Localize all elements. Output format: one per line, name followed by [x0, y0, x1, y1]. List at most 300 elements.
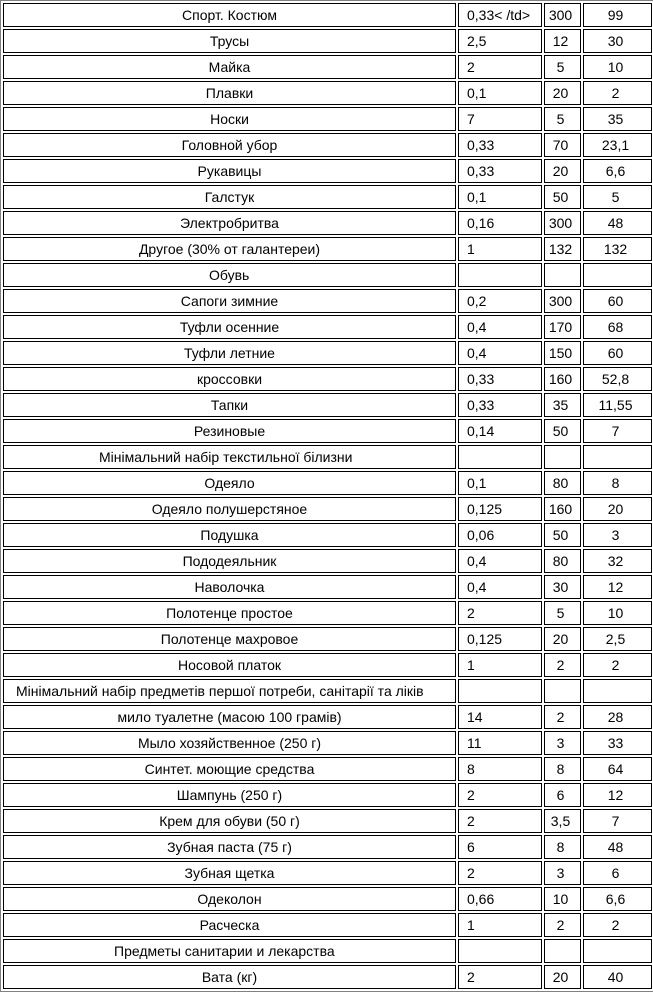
quantity-cell-text: 8: [467, 761, 475, 777]
total-cell-text: 3: [611, 527, 620, 543]
table-row: [3, 133, 652, 157]
item-name: [3, 471, 456, 495]
quantity-cell: [458, 367, 542, 391]
quantity-cell: [458, 419, 542, 443]
price-cell: [544, 471, 581, 495]
price-cell-text: 30: [552, 579, 569, 595]
price-cell: [544, 575, 581, 599]
quantity-cell: [458, 523, 542, 547]
item-name: [3, 419, 456, 443]
item-name: [3, 367, 456, 391]
quantity-cell: [458, 289, 542, 313]
total-cell: [583, 315, 652, 339]
price-cell: [544, 497, 581, 521]
quantity-cell: [458, 679, 542, 703]
quantity-cell: [458, 211, 542, 235]
price-cell-text: 12: [552, 33, 569, 49]
quantity-cell: [458, 783, 542, 807]
price-cell-text: 10: [552, 891, 569, 907]
table-row: [3, 731, 652, 755]
price-cell-text: 3: [556, 735, 565, 751]
price-cell-text: 50: [552, 423, 569, 439]
price-cell-text: 20: [552, 85, 569, 101]
quantity-cell-text: 0,4: [467, 319, 487, 335]
quantity-cell-text: 0,125: [467, 631, 503, 647]
quantity-cell-text: 7: [467, 111, 475, 127]
price-cell: [544, 601, 581, 625]
quantity-cell-text: 2: [467, 969, 475, 985]
price-cell-text: 300: [548, 293, 573, 309]
price-cell: [544, 133, 581, 157]
quantity-cell-text: 2: [467, 787, 475, 803]
price-cell: [544, 29, 581, 53]
quantity-cell-text: 1: [467, 917, 475, 933]
quantity-cell: [458, 705, 542, 729]
price-cell-text: 2: [556, 917, 565, 933]
item-name: [3, 523, 456, 547]
total-cell: [583, 731, 652, 755]
item-name: [3, 809, 456, 833]
item-name: [3, 861, 456, 885]
item-name-text: Спорт. Костюм: [182, 7, 277, 23]
total-cell-text: 2,5: [605, 631, 626, 647]
total-cell-text: 7: [611, 423, 620, 439]
total-cell: [583, 861, 652, 885]
item-name-text: Мыло хозяйственное (250 г): [137, 735, 322, 751]
item-name: [3, 393, 456, 417]
price-cell-text: 160: [548, 371, 573, 387]
item-name-text: Туфли осенние: [179, 319, 280, 335]
quantity-cell-text: 0,1: [467, 85, 487, 101]
price-cell: [544, 887, 581, 911]
quantity-cell-text: 0,33< /td>: [467, 7, 531, 23]
price-cell: [544, 757, 581, 781]
price-cell: [544, 783, 581, 807]
price-cell: [544, 315, 581, 339]
total-cell-text: 8: [611, 475, 620, 491]
total-cell-text: 20: [607, 501, 624, 517]
price-cell-text: 160: [548, 501, 573, 517]
total-cell: [583, 445, 652, 469]
item-name: [3, 549, 456, 573]
total-cell-text: 60: [607, 293, 624, 309]
total-cell: [583, 939, 652, 963]
price-cell-text: 300: [548, 215, 573, 231]
total-cell: [583, 523, 652, 547]
item-name-text: Наволочка: [194, 579, 265, 595]
item-name: [3, 731, 456, 755]
price-cell-text: 8: [556, 839, 565, 855]
total-cell-text: 6: [611, 865, 620, 881]
quantity-cell-text: 0,33: [467, 371, 495, 387]
table-row: [3, 367, 652, 391]
item-name: [3, 133, 456, 157]
price-cell: [544, 627, 581, 651]
total-cell-text: 11,55: [598, 397, 633, 413]
total-cell: [583, 133, 652, 157]
total-cell-text: 6,6: [605, 163, 626, 179]
quantity-cell-text: 1: [467, 657, 475, 673]
table-row: [3, 211, 652, 235]
price-cell: [544, 185, 581, 209]
item-name-text: Резиновые: [193, 423, 266, 439]
total-cell: [583, 575, 652, 599]
quantity-cell: [458, 445, 542, 469]
price-cell: [544, 55, 581, 79]
total-cell-text: 2: [611, 917, 620, 933]
total-cell: [583, 601, 652, 625]
total-cell: [583, 237, 652, 261]
total-cell: [583, 497, 652, 521]
item-name-text: Зубная паста (75 г): [167, 839, 292, 855]
item-name-text: Одеяло полушерстяное: [151, 501, 308, 517]
quantity-cell-text: 2: [467, 605, 475, 621]
price-cell-text: 5: [556, 111, 565, 127]
item-name: [3, 575, 456, 599]
item-name: [3, 705, 456, 729]
quantity-cell: [458, 3, 542, 27]
total-cell-text: 40: [607, 969, 624, 985]
expense-table-body: [3, 3, 652, 989]
price-cell: [544, 679, 581, 703]
item-name-text: Носовой платок: [177, 657, 281, 673]
quantity-cell: [458, 887, 542, 911]
quantity-cell-text: 0,125: [467, 501, 503, 517]
quantity-cell: [458, 263, 542, 287]
quantity-cell-text: 6: [467, 839, 475, 855]
price-cell: [544, 731, 581, 755]
quantity-cell: [458, 601, 542, 625]
total-cell: [583, 783, 652, 807]
price-cell: [544, 159, 581, 183]
total-cell-text: 2: [611, 85, 620, 101]
section-header-row: [3, 263, 652, 287]
price-cell-text: 3: [556, 865, 565, 881]
quantity-cell: [458, 81, 542, 105]
total-cell: [583, 211, 652, 235]
total-cell: [583, 107, 652, 131]
quantity-cell: [458, 55, 542, 79]
quantity-cell: [458, 861, 542, 885]
item-name-text: Туфли летние: [184, 345, 275, 361]
item-name: [3, 601, 456, 625]
price-cell-text: 6: [556, 787, 565, 803]
price-cell-text: 170: [548, 319, 573, 335]
total-cell-text: 12: [607, 579, 624, 595]
price-cell-text: 80: [552, 475, 569, 491]
quantity-cell: [458, 965, 542, 989]
quantity-cell: [458, 159, 542, 183]
section-title-text: Мінімальний набір предметів першої потреби, санітарії та ліків: [16, 683, 424, 699]
item-name-text: Полотенце махровое: [160, 631, 299, 647]
quantity-cell: [458, 913, 542, 937]
section-title: [3, 445, 456, 469]
item-name-text: Синтет. моющие средства: [144, 761, 315, 777]
item-name: [3, 887, 456, 911]
table-row: [3, 55, 652, 79]
price-cell: [544, 445, 581, 469]
total-cell-text: 64: [607, 761, 624, 777]
item-name: [3, 211, 456, 235]
table-row: [3, 159, 652, 183]
table-row: [3, 393, 652, 417]
table-row: [3, 29, 652, 53]
total-cell: [583, 757, 652, 781]
price-cell-text: 3,5: [550, 813, 571, 829]
price-cell: [544, 419, 581, 443]
table-row: [3, 627, 652, 651]
price-cell: [544, 523, 581, 547]
total-cell-text: 32: [607, 553, 624, 569]
quantity-cell-text: 0,4: [467, 553, 487, 569]
item-name-text: Одеколон: [197, 891, 262, 907]
total-cell-text: 132: [603, 241, 628, 257]
price-cell: [544, 289, 581, 313]
total-cell: [583, 341, 652, 365]
total-cell: [583, 185, 652, 209]
total-cell: [583, 81, 652, 105]
total-cell-text: 30: [607, 33, 624, 49]
quantity-cell-text: 0,06: [467, 527, 495, 543]
table-row: [3, 887, 652, 911]
price-cell: [544, 263, 581, 287]
table-row: [3, 185, 652, 209]
section-title: [3, 263, 456, 287]
price-cell: [544, 939, 581, 963]
quantity-cell-text: 14: [467, 709, 483, 725]
section-header-row: [3, 679, 652, 703]
item-name-text: Тапки: [210, 397, 249, 413]
price-cell: [544, 835, 581, 859]
quantity-cell-text: 2: [467, 59, 475, 75]
quantity-cell: [458, 393, 542, 417]
total-cell-text: 5: [611, 189, 620, 205]
item-name-text: Трусы: [209, 33, 250, 49]
table-row: [3, 289, 652, 313]
quantity-cell-text: 0,2: [467, 293, 487, 309]
total-cell: [583, 835, 652, 859]
table-row: [3, 809, 652, 833]
price-cell: [544, 549, 581, 573]
table-row: [3, 497, 652, 521]
price-cell: [544, 237, 581, 261]
item-name-text: Головной убор: [181, 137, 278, 153]
item-name-text: кроссовки: [196, 371, 263, 387]
total-cell: [583, 419, 652, 443]
item-name: [3, 965, 456, 989]
item-name-text: Вата (кг): [201, 969, 258, 985]
quantity-cell: [458, 653, 542, 677]
quantity-cell-text: 2: [467, 865, 475, 881]
quantity-cell: [458, 29, 542, 53]
item-name-text: Шампунь (250 г): [176, 787, 283, 803]
quantity-cell: [458, 939, 542, 963]
price-cell: [544, 341, 581, 365]
item-name: [3, 653, 456, 677]
table-row: [3, 757, 652, 781]
item-name: [3, 55, 456, 79]
section-header-row: [3, 445, 652, 469]
quantity-cell: [458, 627, 542, 651]
total-cell: [583, 393, 652, 417]
table-row: [3, 549, 652, 573]
section-header-row: [3, 939, 652, 963]
quantity-cell: [458, 757, 542, 781]
price-cell-text: 150: [548, 345, 573, 361]
total-cell: [583, 809, 652, 833]
item-name-text: Подушка: [200, 527, 259, 543]
total-cell-text: 99: [607, 7, 624, 23]
item-name-text: Пододеяльник: [182, 553, 277, 569]
quantity-cell-text: 0,66: [467, 891, 495, 907]
quantity-cell-text: 2,5: [467, 33, 487, 49]
price-cell-text: 132: [548, 241, 573, 257]
item-name-text: Майка: [208, 59, 251, 75]
quantity-cell-text: 0,33: [467, 163, 495, 179]
price-cell: [544, 81, 581, 105]
item-name: [3, 185, 456, 209]
price-cell: [544, 393, 581, 417]
item-name-text: Другое (30% от галантереи): [138, 241, 321, 257]
price-cell-text: 20: [552, 631, 569, 647]
quantity-cell-text: 0,1: [467, 475, 487, 491]
section-title-text: Предметы санитарии и лекарства: [114, 943, 335, 959]
total-cell: [583, 3, 652, 27]
total-cell: [583, 705, 652, 729]
table-row: [3, 237, 652, 261]
price-cell-text: 20: [552, 969, 569, 985]
total-cell: [583, 471, 652, 495]
item-name-text: Крем для обуви (50 г): [159, 813, 300, 829]
quantity-cell-text: 2: [467, 813, 475, 829]
total-cell-text: 60: [607, 345, 624, 361]
table-row: [3, 523, 652, 547]
item-name-text: Рукавицы: [197, 163, 262, 179]
total-cell: [583, 679, 652, 703]
total-cell-text: 12: [607, 787, 624, 803]
section-title: [3, 679, 456, 703]
item-name: [3, 29, 456, 53]
price-cell: [544, 3, 581, 27]
table-row: [3, 653, 652, 677]
quantity-cell-text: 0,16: [467, 215, 495, 231]
item-name: [3, 237, 456, 261]
total-cell-text: 2: [611, 657, 620, 673]
price-cell: [544, 809, 581, 833]
total-cell: [583, 887, 652, 911]
price-cell-text: 50: [552, 527, 569, 543]
item-name-text: Полотенце простое: [166, 605, 293, 621]
price-cell: [544, 211, 581, 235]
total-cell-text: 28: [607, 709, 624, 725]
price-cell-text: 80: [552, 553, 569, 569]
quantity-cell-text: 11: [467, 735, 482, 751]
price-cell-text: 70: [552, 137, 569, 153]
item-name-text: Галстук: [204, 189, 255, 205]
item-name-text: Плавки: [205, 85, 254, 101]
item-name: [3, 341, 456, 365]
section-title-text: Мінімальний набір текстильної білизни: [99, 449, 353, 465]
item-name-text: Сапоги зимние: [180, 293, 279, 309]
item-name-text: Электробритва: [180, 215, 279, 231]
item-name: [3, 627, 456, 651]
table-row: [3, 3, 652, 27]
item-name: [3, 497, 456, 521]
total-cell-text: 68: [607, 319, 624, 335]
quantity-cell: [458, 835, 542, 859]
price-cell: [544, 107, 581, 131]
item-name-text: Носки: [210, 111, 249, 127]
price-cell-text: 35: [552, 397, 569, 413]
quantity-cell: [458, 341, 542, 365]
table-row: [3, 471, 652, 495]
table-row: [3, 835, 652, 859]
total-cell: [583, 913, 652, 937]
item-name-text: Одеяло: [204, 475, 255, 491]
quantity-cell-text: 1: [467, 241, 475, 257]
price-cell: [544, 913, 581, 937]
quantity-cell-text: 0,4: [467, 345, 487, 361]
price-cell-text: 2: [556, 657, 565, 673]
item-name: [3, 757, 456, 781]
total-cell: [583, 653, 652, 677]
total-cell-text: 48: [607, 839, 624, 855]
total-cell-text: 23,1: [601, 137, 630, 153]
table-row: [3, 419, 652, 443]
total-cell: [583, 549, 652, 573]
total-cell: [583, 965, 652, 989]
total-cell: [583, 627, 652, 651]
item-name-text: мило туалетне (масою 100 грамів): [117, 709, 342, 725]
table-row: [3, 783, 652, 807]
total-cell-text: 10: [607, 59, 624, 75]
item-name: [3, 835, 456, 859]
total-cell: [583, 367, 652, 391]
item-name: [3, 783, 456, 807]
price-cell-text: 20: [552, 163, 569, 179]
quantity-cell: [458, 107, 542, 131]
price-cell: [544, 705, 581, 729]
quantity-cell: [458, 315, 542, 339]
table-row: [3, 861, 652, 885]
item-name: [3, 159, 456, 183]
total-cell-text: 7: [611, 813, 620, 829]
total-cell-text: 35: [607, 111, 624, 127]
quantity-cell-text: 0,33: [467, 397, 495, 413]
total-cell-text: 10: [607, 605, 624, 621]
quantity-cell-text: 0,1: [467, 189, 487, 205]
table-row: [3, 575, 652, 599]
item-name: [3, 3, 456, 27]
table-row: [3, 81, 652, 105]
total-cell: [583, 263, 652, 287]
price-cell-text: 300: [548, 7, 573, 23]
price-cell: [544, 653, 581, 677]
quantity-cell: [458, 471, 542, 495]
total-cell: [583, 159, 652, 183]
price-cell-text: 8: [556, 761, 565, 777]
item-name: [3, 913, 456, 937]
quantity-cell-text: 0,33: [467, 137, 495, 153]
quantity-cell: [458, 809, 542, 833]
item-name: [3, 315, 456, 339]
total-cell-text: 48: [607, 215, 624, 231]
item-name-text: Расческа: [199, 917, 260, 933]
total-cell: [583, 55, 652, 79]
section-title-text: Обувь: [209, 267, 250, 283]
total-cell: [583, 289, 652, 313]
price-cell-text: 2: [556, 709, 565, 725]
